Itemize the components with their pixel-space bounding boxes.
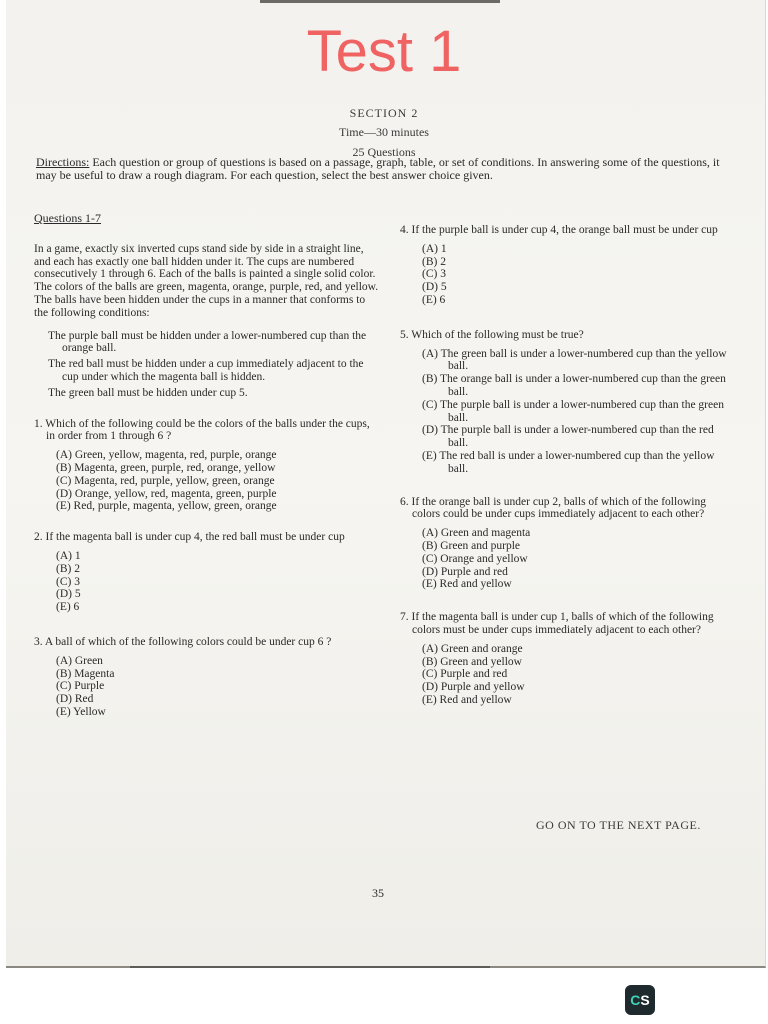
- question-1: [34, 418, 379, 514]
- answer-option[interactable]: (E) The red ball is under a lower-numbered cup than the yellow ball.: [422, 449, 715, 475]
- answer-option[interactable]: (D) 5: [56, 588, 81, 601]
- answer-option[interactable]: (B) Green and yellow: [422, 655, 522, 668]
- answer-option[interactable]: (E) Red, purple, magenta, yellow, green, orange: [56, 500, 277, 513]
- question-3: [34, 636, 379, 719]
- answer-option[interactable]: (A) 1: [422, 242, 447, 255]
- section-heading: SECTION 2: [349, 106, 419, 120]
- question-stem: 1. Which of the following could be the colors of the balls under the cups, in order from 1 through 6 ?: [34, 417, 370, 443]
- page-number: 35: [372, 886, 384, 900]
- question-stem: 5. Which of the following must be true?: [400, 328, 584, 341]
- answer-option[interactable]: (D) Purple and yellow: [422, 681, 525, 694]
- condition-item: The green ball must be hidden under cup 5.: [48, 386, 248, 399]
- answer-option[interactable]: (B) 2: [56, 562, 80, 575]
- directions-text: Each question or group of questions is based on a passage, graph, table, or set of conditions. In answering some of the questions, it may be useful to draw a rough diagram. For each question, select the best answer choice given.: [36, 155, 720, 182]
- question-5: [400, 329, 730, 476]
- go-on-next-page: GO ON TO THE NEXT PAGE.: [536, 818, 701, 832]
- question-stem: 6. If the orange ball is under cup 2, balls of which of the following colors could be under cups immediately adjacent to each other?: [400, 495, 706, 521]
- directions: [36, 156, 726, 182]
- answer-option[interactable]: (C) Purple and red: [422, 668, 508, 681]
- answer-option[interactable]: (D) 5: [422, 281, 447, 294]
- time-limit: Time—30 minutes: [339, 125, 429, 139]
- answer-option[interactable]: (D) Purple and red: [422, 565, 508, 578]
- question-2: [34, 531, 379, 614]
- answer-option[interactable]: (C) Magenta, red, purple, yellow, green, orange: [56, 474, 275, 487]
- top-edge-line: [260, 0, 500, 3]
- question-stem: 7. If the magenta ball is under cup 1, balls of which of the following colors must be under cups immediately adjacent to each other?: [400, 611, 714, 636]
- answer-option[interactable]: (D) Orange, yellow, red, magenta, green, purple: [56, 487, 277, 500]
- answer-option[interactable]: (A) Green and orange: [422, 642, 523, 655]
- answer-option[interactable]: (C) 3: [56, 575, 80, 588]
- answer-option[interactable]: (B) Green and purple: [422, 539, 521, 552]
- answer-option[interactable]: (C) 3: [422, 268, 446, 281]
- questions-heading: Questions 1-7: [34, 211, 101, 225]
- answer-option[interactable]: (C) The purple ball is under a lower-numbered cup than the green ball.: [422, 398, 724, 424]
- answer-option[interactable]: (B) Magenta, green, purple, red, orange, yellow: [56, 461, 276, 474]
- answer-option[interactable]: (B) 2: [422, 255, 446, 268]
- answer-option[interactable]: (D) The purple ball is under a lower-numbered cup than the red ball.: [422, 424, 714, 450]
- answer-option[interactable]: (A) The green ball is under a lower-numbered cup than the yellow ball.: [422, 347, 727, 373]
- test-title: Test 1: [306, 19, 462, 84]
- right-column: [400, 224, 730, 707]
- conditions: [48, 330, 379, 400]
- answer-option[interactable]: (E) Yellow: [56, 705, 106, 718]
- answer-option[interactable]: (B) The orange ball is under a lower-numbered cup than the green ball.: [422, 373, 726, 398]
- answer-option[interactable]: (E) Red and yellow: [422, 693, 512, 706]
- question-6: [400, 496, 730, 592]
- question-stem: 3. A ball of which of the following colors could be under cup 6 ?: [34, 635, 332, 648]
- answer-option[interactable]: (E) 6: [56, 601, 80, 614]
- answer-option[interactable]: (A) Green: [56, 654, 103, 667]
- question-7: [400, 611, 730, 707]
- question-count: 25 Questions: [352, 145, 416, 159]
- condition-item: The purple ball must be hidden under a lower-numbered cup than the orange ball.: [48, 329, 367, 355]
- answer-option[interactable]: (E) Red and yellow: [422, 578, 512, 591]
- logo-letter-s: S: [640, 992, 650, 1008]
- bottom-edge-line: [130, 966, 490, 968]
- answer-option[interactable]: (D) Red: [56, 693, 94, 706]
- answer-option[interactable]: (B) Magenta: [56, 667, 115, 680]
- logo-letter-c: C: [630, 992, 641, 1008]
- question-4: [400, 224, 730, 307]
- directions-label: Directions:: [36, 155, 90, 169]
- answer-option[interactable]: (A) 1: [56, 549, 81, 562]
- question-stem: 2. If the magenta ball is under cup 4, the red ball must be under cup: [34, 531, 345, 544]
- answer-option[interactable]: (C) Orange and yellow: [422, 552, 528, 565]
- answer-option[interactable]: (E) 6: [422, 293, 446, 306]
- camscanner-logo-icon: [625, 985, 655, 1015]
- answer-option[interactable]: (A) Green, yellow, magenta, red, purple, orange: [56, 449, 277, 462]
- answer-option[interactable]: (C) Purple: [56, 680, 105, 693]
- condition-item: The red ball must be hidden under a cup immediately adjacent to the cup under which the magenta ball is hidden.: [48, 358, 364, 383]
- passage: In a game, exactly six inverted cups stand side by side in a straight line, and each has exactly one ball hidden under it. The cups are numbered consecutively 1 through 6. Each of the balls is painted a single solid color. The colors of the balls are green, magenta, orange, purple, red, and yellow. The balls have been hidden under the cups in a manner that conforms to the following conditions:: [34, 242, 379, 319]
- answer-option[interactable]: (A) Green and magenta: [422, 527, 531, 540]
- left-column: [34, 212, 379, 719]
- question-stem: 4. If the purple ball is under cup 4, the orange ball must be under cup: [400, 224, 718, 236]
